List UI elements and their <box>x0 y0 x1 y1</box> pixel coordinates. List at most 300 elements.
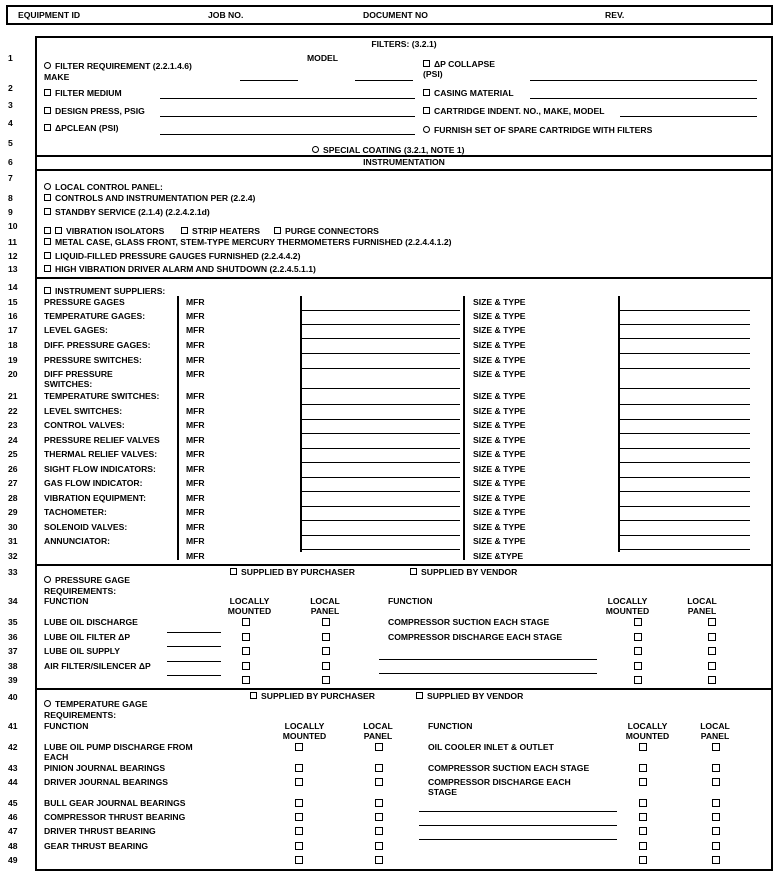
vibration-isolators-label: VIBRATION ISOLATORS <box>66 226 165 236</box>
pg-supplied-purchaser <box>230 567 355 577</box>
mfr-field-line[interactable] <box>302 462 460 463</box>
mfr-field-line[interactable] <box>302 477 460 478</box>
temperature-gage-title: TEMPERATURE GAGE <box>55 699 148 709</box>
checkbox-icon[interactable] <box>44 124 51 131</box>
row-number: 36 <box>8 632 18 642</box>
tg-right-checkbox[interactable] <box>712 813 720 821</box>
tg-blank-line-right[interactable] <box>419 811 617 812</box>
size-type-field-line[interactable] <box>620 549 750 550</box>
tg-left-checkbox[interactable] <box>295 827 303 835</box>
row-number: 14 <box>8 282 18 292</box>
special-coating <box>312 145 465 155</box>
checkbox-icon[interactable] <box>44 107 51 114</box>
mfr-label: MFR <box>186 325 205 335</box>
pg-blank-line-right[interactable] <box>379 673 597 674</box>
checkbox-icon[interactable] <box>44 265 51 272</box>
tg-local-panel-header <box>353 721 403 741</box>
checkbox-icon[interactable] <box>44 287 51 294</box>
pg-supplied-purchaser-label: SUPPLIED BY PURCHASER <box>241 567 355 577</box>
pg-left-checkbox[interactable] <box>242 662 250 670</box>
size-type-label: SIZE & TYPE <box>473 340 526 350</box>
row-number: 11 <box>8 237 18 247</box>
design-press <box>44 106 145 116</box>
tg-left-checkbox[interactable] <box>375 799 383 807</box>
instrumentation-title: INSTRUMENTATION <box>363 157 445 167</box>
controls-per <box>44 193 255 203</box>
pg-right-checkbox[interactable] <box>708 618 716 626</box>
size-type-label: SIZE & TYPE <box>473 355 526 365</box>
size-type-field-line[interactable] <box>620 433 750 434</box>
tg-blank-line-right[interactable] <box>419 825 617 826</box>
mfr-field-line[interactable] <box>302 324 460 325</box>
mfr-field-line[interactable] <box>302 368 460 369</box>
tg-item: DRIVER THRUST BEARING <box>44 826 156 836</box>
local-control-panel-label: LOCAL CONTROL PANEL: <box>55 182 163 192</box>
liquid-filled <box>44 251 300 261</box>
row-number: 8 <box>8 193 13 203</box>
tg-local-panel-header-right <box>690 721 740 741</box>
job-no-label: JOB NO. <box>208 10 244 20</box>
tg-left-checkbox[interactable] <box>295 764 303 772</box>
radio-circle-icon[interactable] <box>44 62 51 69</box>
supplier-item-label: CONTROL VALVES: <box>44 420 125 430</box>
mfr-field-line[interactable] <box>302 448 460 449</box>
supplier-item-label: VIBRATION EQUIPMENT: <box>44 493 147 503</box>
locally-label: LOCALLY <box>607 596 648 606</box>
make-field-line[interactable] <box>240 80 298 81</box>
row-number: 37 <box>8 646 18 656</box>
size-type-field-line[interactable] <box>620 419 750 420</box>
checkbox-icon[interactable] <box>44 194 51 201</box>
row-number: 20 <box>8 369 18 379</box>
mfr-label: MFR <box>186 536 205 546</box>
divider <box>35 688 773 690</box>
tg-left-checkbox[interactable] <box>295 856 303 864</box>
mfr-label: MFR <box>186 420 205 430</box>
liquid-filled-label: LIQUID-FILLED PRESSURE GAUGES FURNISHED (2.2.4.4.2) <box>55 251 301 261</box>
supplier-col-divider <box>300 296 302 552</box>
size-type-label: SIZE & TYPE <box>473 507 526 517</box>
mfr-field-line[interactable] <box>302 433 460 434</box>
row-number: 24 <box>8 435 18 445</box>
row-number: 47 <box>8 826 18 836</box>
size-type-field-line[interactable] <box>620 388 750 389</box>
size-type-label: SIZE & TYPE <box>473 478 526 488</box>
pg-left-checkbox[interactable] <box>322 676 330 684</box>
pg-right-checkbox[interactable] <box>708 647 716 655</box>
pg-locally-mounted-header <box>222 596 277 616</box>
mfr-field-line[interactable] <box>302 535 460 536</box>
tg-right-checkbox[interactable] <box>712 799 720 807</box>
tg-item-right: COMPRESSOR DISCHARGE EACH <box>428 777 571 787</box>
make-label: MAKE <box>44 72 70 82</box>
mfr-field-line[interactable] <box>302 491 460 492</box>
controls-per-label: CONTROLS AND INSTRUMENTATION PER (2.2.4) <box>55 193 256 203</box>
instrument-suppliers <box>44 286 165 296</box>
tg-item-each: EACH <box>44 752 69 762</box>
mfr-label: MFR <box>186 340 205 350</box>
pg-left-checkbox[interactable] <box>322 647 330 655</box>
size-type-field-line[interactable] <box>620 535 750 536</box>
row-number: 26 <box>8 464 18 474</box>
pg-left-checkbox[interactable] <box>242 618 250 626</box>
tg-right-checkbox[interactable] <box>639 827 647 835</box>
mounted-label: MOUNTED <box>625 731 670 741</box>
casing-material-line[interactable] <box>530 98 757 99</box>
size-type-field-line[interactable] <box>620 310 750 311</box>
mfr-field-line[interactable] <box>302 353 460 354</box>
checkbox-icon[interactable] <box>423 60 430 67</box>
row-number: 17 <box>8 325 18 335</box>
size-type-field-line[interactable] <box>620 404 750 405</box>
tg-left-checkbox[interactable] <box>295 743 303 751</box>
furnish-spare <box>423 125 652 135</box>
tg-right-checkbox[interactable] <box>639 778 647 786</box>
tg-item-right: COMPRESSOR SUCTION EACH STAGE <box>428 763 590 773</box>
size-type-field-line[interactable] <box>620 324 750 325</box>
checkbox-icon[interactable] <box>274 227 281 234</box>
row-number: 40 <box>8 692 18 702</box>
supplier-item-label: PRESSURE SWITCHES: <box>44 355 142 365</box>
row-number: 9 <box>8 207 13 217</box>
tg-supplied-vendor-label: SUPPLIED BY VENDOR <box>427 691 524 701</box>
mfr-field-line[interactable] <box>302 506 460 507</box>
standby-service <box>44 207 210 217</box>
tg-item: COMPRESSOR THRUST BEARING <box>44 812 186 822</box>
pg-right-checkbox[interactable] <box>634 662 642 670</box>
pg-right-checkbox[interactable] <box>708 633 716 641</box>
pg-right-checkbox[interactable] <box>634 676 642 684</box>
pg-left-checkbox[interactable] <box>322 662 330 670</box>
checkbox-icon[interactable] <box>44 227 51 234</box>
vibration-isolators <box>44 226 164 236</box>
row-number: 23 <box>8 420 18 430</box>
row-number: 13 <box>8 264 18 274</box>
pg-blank-line[interactable] <box>167 632 221 633</box>
radio-circle-icon[interactable] <box>423 126 430 133</box>
checkbox-icon[interactable] <box>410 568 417 575</box>
pg-item: LUBE OIL FILTER ΔP <box>44 632 131 642</box>
model-field-line[interactable] <box>355 80 413 81</box>
checkbox-icon[interactable] <box>44 238 51 245</box>
size-type-label: SIZE & TYPE <box>473 391 526 401</box>
tg-left-checkbox[interactable] <box>375 764 383 772</box>
strip-heaters <box>181 226 260 236</box>
pg-left-checkbox[interactable] <box>242 676 250 684</box>
locally-label: LOCALLY <box>229 596 270 606</box>
checkbox-icon[interactable] <box>230 568 237 575</box>
size-type-label: SIZE & TYPE <box>473 449 526 459</box>
pg-left-checkbox[interactable] <box>242 633 250 641</box>
tg-right-checkbox[interactable] <box>639 764 647 772</box>
pg-left-checkbox[interactable] <box>322 633 330 641</box>
mfr-label: MFR <box>186 297 205 307</box>
size-type-label: SIZE &TYPE <box>473 551 524 561</box>
delta-p-clean-line[interactable] <box>160 134 415 135</box>
size-type-field-line[interactable] <box>620 477 750 478</box>
pg-blank-line[interactable] <box>167 661 221 662</box>
cartridge <box>423 106 604 116</box>
tg-function-header: FUNCTION <box>44 721 89 731</box>
pg-right-checkbox[interactable] <box>634 647 642 655</box>
filter-medium <box>44 88 122 98</box>
row-number: 5 <box>8 138 13 148</box>
metal-case-label: METAL CASE, GLASS FRONT, STEM-TYPE MERCURY THERMOMETERS FURNISHED (2.2.4.4.1.2) <box>55 237 452 247</box>
supplier-item-label: TEMPERATURE SWITCHES: <box>44 391 160 401</box>
document-no-label: DOCUMENT NO <box>363 10 428 20</box>
tg-left-checkbox[interactable] <box>295 799 303 807</box>
pg-right-checkbox[interactable] <box>708 662 716 670</box>
panel-label: PANEL <box>687 606 717 616</box>
tg-left-checkbox[interactable] <box>375 778 383 786</box>
size-type-field-line[interactable] <box>620 491 750 492</box>
row-number: 10 <box>8 221 18 231</box>
equipment-id-label: EQUIPMENT ID <box>18 10 81 20</box>
panel-label: PANEL <box>363 731 393 741</box>
row-number: 28 <box>8 493 18 503</box>
standby-service-label: STANDBY SERVICE (2.1.4) (2.2.4.2.1d) <box>55 207 210 217</box>
row-number: 43 <box>8 763 18 773</box>
filter-requirement-label: FILTER REQUIREMENT (2.2.1.4.6) <box>55 61 192 71</box>
model-label: MODEL <box>307 53 339 63</box>
casing-material <box>423 88 514 98</box>
pg-right-checkbox[interactable] <box>708 676 716 684</box>
tg-right-checkbox[interactable] <box>712 743 720 751</box>
locally-label: LOCALLY <box>284 721 325 731</box>
checkbox-icon[interactable] <box>55 227 62 234</box>
radio-circle-icon[interactable] <box>44 183 51 190</box>
pg-blank-line-right[interactable] <box>379 659 597 660</box>
divider <box>35 564 773 566</box>
tg-left-checkbox[interactable] <box>295 778 303 786</box>
tg-left-checkbox[interactable] <box>375 842 383 850</box>
local-control-panel <box>44 182 163 192</box>
size-type-field-line[interactable] <box>620 506 750 507</box>
row-number: 25 <box>8 449 18 459</box>
psi-label: (PSI) <box>423 69 443 79</box>
radio-circle-icon[interactable] <box>44 576 51 583</box>
pg-local-panel-header <box>300 596 350 616</box>
mfr-label: MFR <box>186 478 205 488</box>
size-type-label: SIZE & TYPE <box>473 464 526 474</box>
pressure-gage-title: PRESSURE GAGE <box>55 575 130 585</box>
supplier-item-label: LEVEL GAGES: <box>44 325 108 335</box>
local-label: LOCAL <box>700 721 730 731</box>
pg-supplied-vendor <box>410 567 517 577</box>
size-type-field-line[interactable] <box>620 462 750 463</box>
supplier-item-label: TACHOMETER: <box>44 507 107 517</box>
mfr-field-line[interactable] <box>302 404 460 405</box>
tg-locally-mounted-header <box>277 721 332 741</box>
pg-left-checkbox[interactable] <box>322 618 330 626</box>
tg-right-checkbox[interactable] <box>712 778 720 786</box>
pg-left-checkbox[interactable] <box>242 647 250 655</box>
tg-right-checkbox[interactable] <box>639 842 647 850</box>
pg-function-header: FUNCTION <box>44 596 89 606</box>
pg-item: LUBE OIL DISCHARGE <box>44 617 138 627</box>
row-number: 27 <box>8 478 18 488</box>
supplier-item-label: TEMPERATURE GAGES: <box>44 311 146 321</box>
pg-right-checkbox[interactable] <box>634 633 642 641</box>
mfr-label: MFR <box>186 522 205 532</box>
instrument-suppliers-label: INSTRUMENT SUPPLIERS: <box>55 286 166 296</box>
filter-medium-label: FILTER MEDIUM <box>55 88 122 98</box>
delta-p-collapse <box>423 59 495 69</box>
row-number: 22 <box>8 406 18 416</box>
tg-left-checkbox[interactable] <box>375 856 383 864</box>
row-number: 48 <box>8 841 18 851</box>
tg-item: BULL GEAR JOURNAL BEARINGS <box>44 798 186 808</box>
mfr-field-line[interactable] <box>302 338 460 339</box>
temperature-gage-title2: REQUIREMENTS: <box>44 710 117 720</box>
size-type-field-line[interactable] <box>620 520 750 521</box>
tg-supplied-vendor <box>416 691 523 701</box>
checkbox-icon[interactable] <box>44 89 51 96</box>
high-vibration-label: HIGH VIBRATION DRIVER ALARM AND SHUTDOWN (2.2.4.5.1.1) <box>55 264 316 274</box>
pg-item: AIR FILTER/SILENCER ΔP <box>44 661 151 671</box>
temperature-gage <box>44 699 147 709</box>
tg-supplied-purchaser <box>250 691 375 701</box>
row-number: 31 <box>8 536 18 546</box>
row-number: 21 <box>8 391 18 401</box>
design-press-line[interactable] <box>160 116 415 117</box>
supplier-item-label: SOLENOID VALVES: <box>44 522 128 532</box>
checkbox-icon[interactable] <box>250 692 257 699</box>
supplier-item-label: DIFF. PRESSURE GAGES: <box>44 340 151 350</box>
strip-heaters-label: STRIP HEATERS <box>192 226 260 236</box>
local-label: LOCAL <box>363 721 393 731</box>
divider <box>35 169 773 171</box>
row-number: 18 <box>8 340 18 350</box>
tg-right-checkbox[interactable] <box>712 842 720 850</box>
checkbox-icon[interactable] <box>44 252 51 259</box>
mfr-label: MFR <box>186 449 205 459</box>
mfr-label: MFR <box>186 355 205 365</box>
supplier-col-divider <box>177 296 179 560</box>
checkbox-icon[interactable] <box>44 208 51 215</box>
tg-right-checkbox[interactable] <box>712 827 720 835</box>
delta-p-clean <box>44 123 118 133</box>
high-vibration <box>44 264 316 274</box>
tg-right-checkbox[interactable] <box>639 799 647 807</box>
tg-right-checkbox[interactable] <box>712 764 720 772</box>
supplier-item-label: THERMAL RELIEF VALVES: <box>44 449 158 459</box>
metal-case <box>44 237 451 247</box>
radio-circle-icon[interactable] <box>44 700 51 707</box>
row-number: 6 <box>8 157 13 167</box>
checkbox-icon[interactable] <box>181 227 188 234</box>
pg-blank-line[interactable] <box>167 646 221 647</box>
pg-right-checkbox[interactable] <box>634 618 642 626</box>
filter-medium-line[interactable] <box>160 98 415 99</box>
row-number: 39 <box>8 675 18 685</box>
tg-right-checkbox[interactable] <box>639 813 647 821</box>
row-number: 34 <box>8 596 18 606</box>
size-type-label: SIZE & TYPE <box>473 435 526 445</box>
tg-item: LUBE OIL PUMP DISCHARGE FROM <box>44 742 193 752</box>
mfr-field-line[interactable] <box>302 549 460 550</box>
tg-item: DRIVER JOURNAL BEARINGS <box>44 777 168 787</box>
pg-local-panel-header-right <box>677 596 727 616</box>
tg-right-checkbox[interactable] <box>639 743 647 751</box>
pg-function-header-right: FUNCTION <box>388 596 433 606</box>
tg-item: GEAR THRUST BEARING <box>44 841 149 851</box>
supplier-col-divider <box>618 296 620 552</box>
pg-blank-line[interactable] <box>167 675 221 676</box>
row-number: 7 <box>8 173 13 183</box>
mfr-field-line[interactable] <box>302 419 460 420</box>
supplier-item-label: SWITCHES: <box>44 379 93 389</box>
radio-circle-icon[interactable] <box>312 146 319 153</box>
tg-item-right: OIL COOLER INLET & OUTLET <box>428 742 554 752</box>
mfr-label: MFR <box>186 369 205 379</box>
size-type-label: SIZE & TYPE <box>473 522 526 532</box>
tg-blank-line-right[interactable] <box>419 839 617 840</box>
checkbox-icon[interactable] <box>416 692 423 699</box>
size-type-field-line[interactable] <box>620 368 750 369</box>
cartridge-label: CARTRIDGE INDENT. NO., MAKE, MODEL <box>434 106 605 116</box>
row-number: 15 <box>8 297 18 307</box>
supplier-col-divider <box>463 296 465 560</box>
mounted-label: MOUNTED <box>227 606 272 616</box>
special-coating-label: SPECIAL COATING (3.2.1, NOTE 1) <box>323 145 465 155</box>
pg-item-right: COMPRESSOR SUCTION EACH STAGE <box>388 617 550 627</box>
tg-left-checkbox[interactable] <box>375 827 383 835</box>
tg-right-checkbox[interactable] <box>712 856 720 864</box>
tg-supplied-purchaser-label: SUPPLIED BY PURCHASER <box>261 691 375 701</box>
checkbox-icon[interactable] <box>423 89 430 96</box>
size-type-label: SIZE & TYPE <box>473 325 526 335</box>
pg-item-right: COMPRESSOR DISCHARGE EACH STAGE <box>388 632 563 642</box>
row-number: 38 <box>8 661 18 671</box>
mfr-label: MFR <box>186 493 205 503</box>
purge-connectors-label: PURGE CONNECTORS <box>285 226 379 236</box>
checkbox-icon[interactable] <box>423 107 430 114</box>
row-number: 30 <box>8 522 18 532</box>
mfr-field-line[interactable] <box>302 310 460 311</box>
row-number: 2 <box>8 83 13 93</box>
row-number: 32 <box>8 551 18 561</box>
size-type-field-line[interactable] <box>620 448 750 449</box>
mfr-label: MFR <box>186 464 205 474</box>
panel-label: PANEL <box>310 606 340 616</box>
size-type-label: SIZE & TYPE <box>473 536 526 546</box>
cartridge-line[interactable] <box>620 116 757 117</box>
size-type-label: SIZE & TYPE <box>473 420 526 430</box>
mfr-field-line[interactable] <box>302 520 460 521</box>
mfr-label: MFR <box>186 507 205 517</box>
mfr-field-line[interactable] <box>302 388 460 389</box>
row-number: 44 <box>8 777 18 787</box>
tg-left-checkbox[interactable] <box>375 743 383 751</box>
pg-locally-mounted-header-right <box>600 596 655 616</box>
tg-left-checkbox[interactable] <box>295 842 303 850</box>
size-type-label: SIZE & TYPE <box>473 369 526 379</box>
local-label: LOCAL <box>687 596 717 606</box>
row-number: 3 <box>8 100 13 110</box>
size-type-field-line[interactable] <box>620 338 750 339</box>
tg-locally-mounted-header-right <box>620 721 675 741</box>
row-number: 49 <box>8 855 18 865</box>
size-type-field-line[interactable] <box>620 353 750 354</box>
pressure-gage-title2: REQUIREMENTS: <box>44 586 117 596</box>
tg-left-checkbox[interactable] <box>295 813 303 821</box>
tg-right-checkbox[interactable] <box>639 856 647 864</box>
collapse-field-line[interactable] <box>530 80 757 81</box>
furnish-spare-label: FURNISH SET OF SPARE CARTRIDGE WITH FILTERS <box>434 125 653 135</box>
size-type-label: SIZE & TYPE <box>473 493 526 503</box>
tg-left-checkbox[interactable] <box>375 813 383 821</box>
